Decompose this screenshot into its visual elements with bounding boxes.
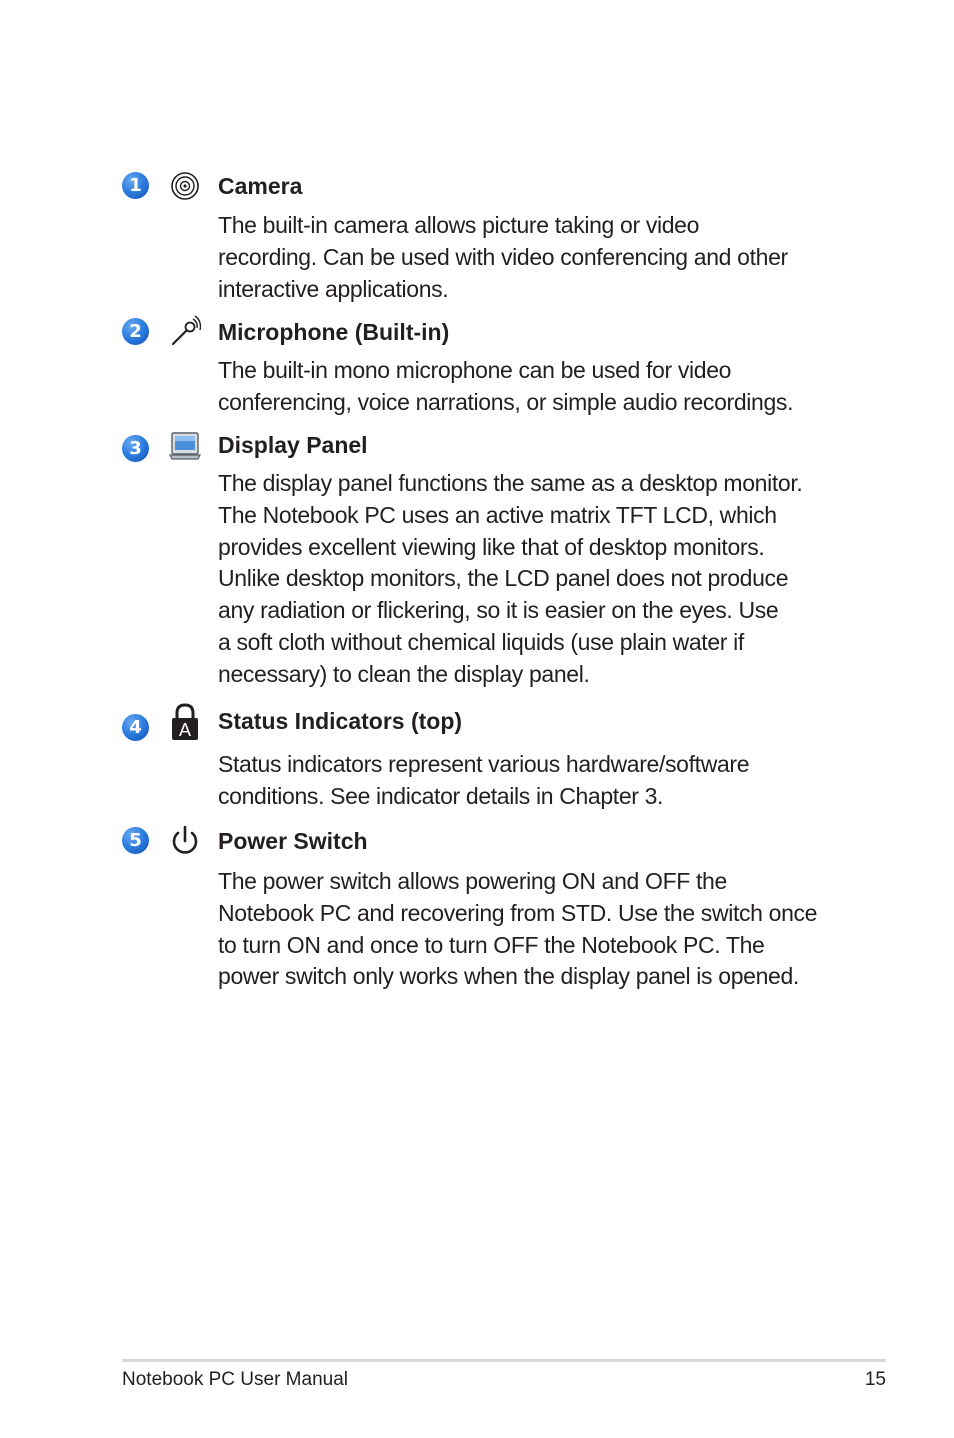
item-title: Status Indicators (top) — [218, 708, 463, 734]
item-title: Display Panel — [218, 432, 368, 458]
number-badge: 4 — [122, 714, 149, 741]
item-description: The power switch allows powering ON and OFF the Notebook PC and recovering from STD. Use the switch once to turn ON and once to turn OFF the Notebook PC. The power switch only works when the display panel is opened. — [218, 868, 818, 990]
microphone-icon — [166, 313, 204, 351]
number-badge: 1 — [122, 172, 149, 199]
number-badge: 3 — [122, 435, 149, 462]
svg-text:A: A — [178, 720, 192, 740]
lock-a-icon — [166, 701, 204, 739]
item-title: Camera — [218, 173, 303, 199]
item-title: Power Switch — [218, 828, 368, 854]
item-description: The built-in mono microphone can be used for video conferencing, voice narrations, or simple audio recordings. — [218, 357, 794, 415]
item-title: Microphone (Built-in) — [218, 319, 450, 345]
number-badge: 5 — [122, 827, 149, 854]
item-description: The display panel functions the same as a desktop monitor. The Notebook PC uses an active matrix TFT LCD, which provides excellent viewing like that of desktop monitors. Unlike desktop monitors, the LCD panel does not produce any radiation or flickering, so it is easier on the eyes. Use a soft cloth without chemical liquids (use plain water if necessary) to clean the display panel. — [218, 470, 803, 687]
item-description: Status indicators represent various hardware/software conditions. See indicator details in Chapter 3. — [218, 751, 750, 809]
item-description: The built-in camera allows picture taking or video recording. Can be used with video conferencing and other interactive applications. — [218, 212, 788, 302]
display-icon — [166, 428, 204, 466]
number-badge: 2 — [122, 318, 149, 345]
camera-icon — [166, 167, 204, 205]
power-icon — [166, 822, 204, 860]
footer-manual-title: Notebook PC User Manual — [122, 1369, 348, 1390]
page-number: 15 — [864, 1369, 886, 1390]
footer-divider — [122, 1359, 886, 1362]
